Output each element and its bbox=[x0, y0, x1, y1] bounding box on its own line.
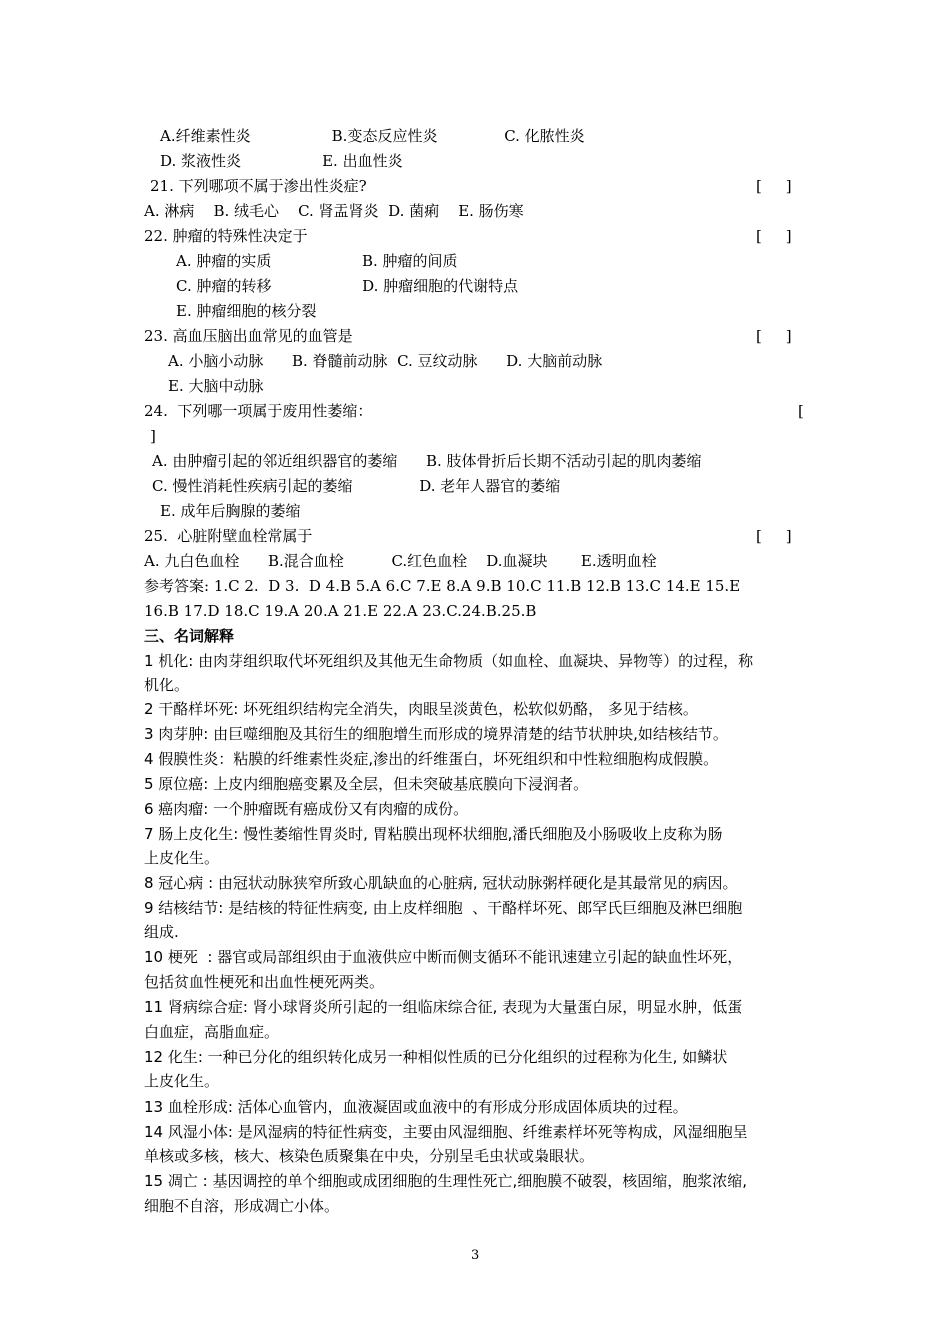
definition-line: 9 结核结节: 是结核的特征性病变, 由上皮样细胞 、干酪样坏死、郎罕氏巨细胞及淋巴细胞 bbox=[144, 899, 743, 917]
section-heading: 三、名词解释 bbox=[144, 627, 235, 645]
q21-options: A. 淋病 B. 绒毛心 C. 肾盂肾炎 D. 菌痢 E. 肠伤寒 bbox=[144, 202, 524, 220]
definition-line: 组成. bbox=[144, 923, 179, 941]
definition-line: 12 化生: 一种已分化的组织转化成另一种相似性质的已分化组织的过程称为化生, 如鳞状 bbox=[144, 1048, 728, 1066]
q24-answer-bracket-open: [ bbox=[798, 402, 804, 420]
definition-line: 上皮化生。 bbox=[144, 849, 220, 867]
answer-key-row2: 16.B 17.D 18.C 19.A 20.A 21.E 22.A 23.C.24.B.25.B bbox=[144, 602, 537, 620]
q24-options-row1: A. 由肿瘤引起的邻近组织器官的萎缩 B. 肢体骨折后长期不活动引起的肌肉萎缩 bbox=[152, 452, 702, 470]
definition-line: 4 假膜性炎：粘膜的纤维素性炎症,渗出的纤维蛋白，坏死组织和中性粒细胞构成假膜。 bbox=[144, 750, 719, 768]
definition-line: 11 肾病综合症: 肾小球肾炎所引起的一组临床综合征, 表现为大量蛋白尿，明显水肿，低蛋 bbox=[144, 998, 743, 1016]
definition-line: 细胞不自溶，形成凋亡小体。 bbox=[144, 1197, 340, 1215]
q25-options: A. 九白色血栓 B.混合血栓 C.红色血栓 D.血凝块 E.透明血栓 bbox=[144, 552, 657, 570]
q23-answer-bracket: [ ] bbox=[756, 327, 792, 345]
definition-line: 白血症，高脂血症。 bbox=[144, 1023, 280, 1041]
definition-line: 8 冠心病 : 由冠状动脉狭窄所致心肌缺血的心脏病, 冠状动脉粥样硬化是其最常见的病因。 bbox=[144, 874, 738, 892]
definition-line: 7 肠上皮化生: 慢性萎缩性胃炎时, 胃粘膜出现杯状细胞,潘氏细胞及小肠吸收上皮称为肠 bbox=[144, 825, 723, 843]
definition-line: 10 梗死 : 器官或局部组织由于血液供应中断而侧支循环不能讯速建立引起的缺血性坏死， bbox=[144, 948, 743, 966]
q22-options-row1: A. 肿瘤的实质 B. 肿瘤的间质 bbox=[176, 252, 458, 270]
q22-options-row2: C. 肿瘤的转移 D. 肿瘤细胞的代谢特点 bbox=[176, 277, 519, 295]
q24-options-row3: E. 成年后胸腺的萎缩 bbox=[160, 502, 301, 520]
definition-line: 单核或多核，核大、核染色质聚集在中央，分别呈毛虫状或枭眼状。 bbox=[144, 1147, 595, 1165]
q20-options-row2: D. 浆液性炎 E. 出血性炎 bbox=[160, 152, 403, 170]
definition-line: 2 干酪样坏死: 坏死组织结构完全消失，肉眼呈淡黄色，松软似奶酪， 多见于结核。 bbox=[144, 700, 698, 718]
page-number: 3 bbox=[471, 1248, 480, 1263]
definition-line: 5 原位癌: 上皮内细胞癌变累及全层，但未突破基底膜向下浸润者。 bbox=[144, 775, 589, 793]
q24-options-row2: C. 慢性消耗性疾病引起的萎缩 D. 老年人器官的萎缩 bbox=[152, 477, 561, 495]
q22-question: 22. 肿瘤的特殊性决定于 bbox=[144, 227, 308, 245]
q22-options-row3: E. 肿瘤细胞的核分裂 bbox=[176, 302, 317, 320]
definition-line: 包括贫血性梗死和出血性梗死两类。 bbox=[144, 973, 385, 991]
q23-question: 23. 高血压脑出血常见的血管是 bbox=[144, 327, 353, 345]
q25-question: 25. 心脏附壁血栓常属于 bbox=[144, 527, 313, 545]
q21-answer-bracket: [ ] bbox=[756, 177, 792, 195]
q25-answer-bracket: [ ] bbox=[756, 527, 792, 545]
definition-line: 14 风湿小体: 是风湿病的特征性病变，主要由风湿细胞、纤维素样坏死等构成，风湿细胞呈 bbox=[144, 1123, 748, 1141]
q23-options-row2: E. 大脑中动脉 bbox=[168, 377, 264, 395]
q22-answer-bracket: [ ] bbox=[756, 227, 792, 245]
answer-key-row1: 参考答案: 1.C 2. D 3. D 4.B 5.A 6.C 7.E 8.A 9.B 10.C 11.B 12.B 13.C 14.E 15.E bbox=[144, 577, 741, 595]
q24-answer-bracket-close: ] bbox=[150, 427, 156, 445]
q21-question: 21. 下列哪项不属于渗出性炎症? bbox=[150, 177, 367, 195]
definition-line: 上皮化生。 bbox=[144, 1072, 220, 1090]
q23-options-row1: A. 小脑小动脉 B. 脊髓前动脉 C. 豆纹动脉 D. 大脑前动脉 bbox=[168, 352, 603, 370]
definition-line: 6 癌肉瘤: 一个肿瘤既有癌成份又有肉瘤的成份。 bbox=[144, 800, 469, 818]
q24-question: 24. 下列哪一项属于废用性萎缩： bbox=[144, 402, 373, 420]
definition-line: 15 凋亡 : 基因调控的单个细胞或成团细胞的生理性死亡,细胞膜不破裂，核固缩，胞浆浓缩, bbox=[144, 1172, 747, 1190]
definition-line: 1 机化: 由肉芽组织取代坏死组织及其他无生命物质（如血栓、血凝块、异物等）的过程，称 bbox=[144, 652, 754, 670]
definition-line: 13 血栓形成: 活体心血管内，血液凝固或血液中的有形成分形成固体质块的过程。 bbox=[144, 1098, 688, 1116]
definition-line: 机化。 bbox=[144, 676, 190, 694]
q20-options-row1: A.纤维素性炎 B.变态反应性炎 C. 化脓性炎 bbox=[160, 127, 585, 145]
definition-line: 3 肉芽肿: 由巨噬细胞及其衍生的细胞增生而形成的境界清楚的结节状肿块,如结核结节。 bbox=[144, 725, 728, 743]
